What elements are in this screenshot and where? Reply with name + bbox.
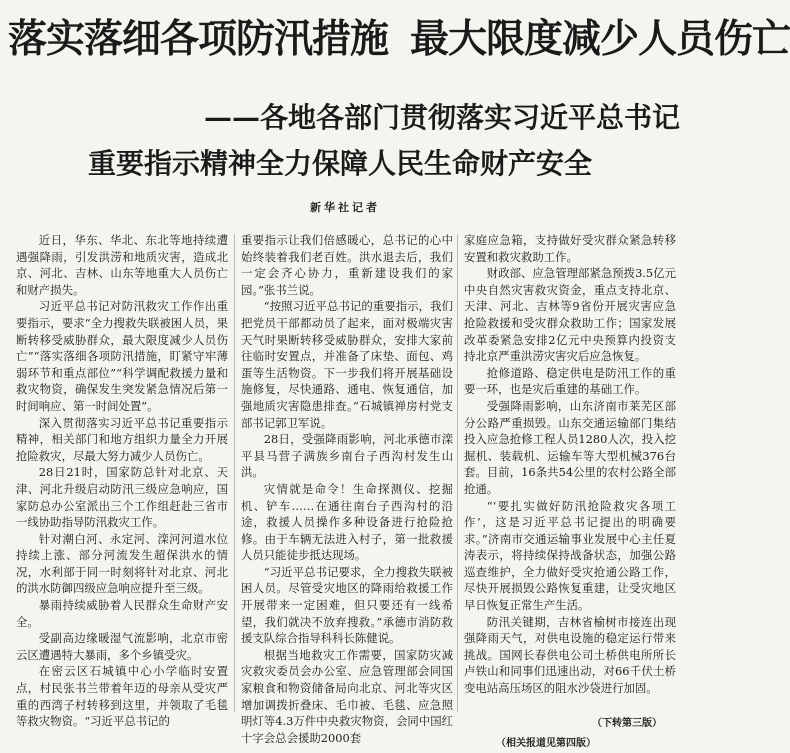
article-column-2 xyxy=(241,232,453,745)
paragraph: 28日，受强降雨影响，河北承德市滦平县马营子满族乡南台子西沟村发生山洪。 xyxy=(241,432,453,480)
paragraph: 28日21时，国家防总针对北京、天津、河北升级启动防汛三级应急响应，国家防总办公室派出三个工作组赶赴三省市一线协助指导防汛救灾工作。 xyxy=(16,465,228,530)
byline: 新华社记者 xyxy=(310,201,380,214)
paragraph: 家庭应急箱，支持做好受灾群众紧急转移安置和救灾救助工作。 xyxy=(464,233,676,264)
paragraph: 抢修道路、稳定供电是防汛工作的重要一环，也是灾后重建的基础工作。 xyxy=(464,365,676,397)
paragraph: 近日，华东、华北、东北等地持续遭遇强降雨，引发洪涝和地质灾害，造成北京、河北、吉林、山东等地重大人员伤亡和财产损失。 xyxy=(16,233,228,297)
continuation-note[interactable]: （下转第三版） xyxy=(592,718,662,729)
paragraph: 深入贯彻落实习近平总书记重要指示精神，相关部门和地方组织力量全力开展抢险救灾，尽最大努力减少人员伤亡。 xyxy=(16,415,228,463)
column-divider xyxy=(234,234,235,712)
subheadline-line-1: ——各地各部门贯彻落实习近平总书记 xyxy=(203,101,680,134)
article-column-1 xyxy=(16,232,228,729)
paragraph: “‘要扎实做好防汛抢险救灾各项工作’，这是习近平总书记提出的明确要求。”济南市交通运输事业发展中心主任夏涛表示，将持续保持战备状态，加强公路巡查维护，全力做好受灾抢通公路工作，尽快开展损毁公路恢复重建，让受灾地区早日恢复正常生产生活。 xyxy=(464,498,676,613)
paragraph: 习近平总书记对防汛救灾工作作出重要指示，要求“全力搜救失联被困人员，果断转移受威胁群众，最大限度减少人员伤亡”“落实落细各项防汛措施，盯紧守牢薄弱环节和重点部位”“科学调配救援力量和救灾物资，确保发生突发紧急情况后第一时间响应、第一时间处置”。 xyxy=(16,299,228,413)
paragraph: 受强降雨影响，山东济南市莱芜区部分公路严重损毁。山东交通运输部门集结投入应急抢修工程人员1280人次，投入挖掘机、装载机、运输车等大型机械376台套。目前，16条共54公里的农村公路全部抢通。 xyxy=(464,398,676,496)
paragraph: 针对潮白河、永定河、滦河河道水位持续上涨、部分河流发生超保洪水的情况，水利部于同一时刻将针对北京、河北的洪水防御四级应急响应提升至三级。 xyxy=(16,531,228,596)
paragraph: 受副高边缘暖湿气流影响，北京市密云区遭遇特大暴雨，多个乡镇受灾。 xyxy=(16,631,228,662)
paragraph: 暴雨持续威胁着人民群众生命财产安全。 xyxy=(16,598,228,629)
subheadline-line-2: 重要指示精神全力保障人民生命财产安全 xyxy=(87,147,592,180)
paragraph: 在密云区石城镇中心小学临时安置点，村民张书兰带着年迈的母亲从受灾严重的西湾子村转移到这里，并领取了毛毯等救灾物资。“习近平总书记的 xyxy=(16,664,228,729)
paragraph: 根据当地救灾工作需要，国家防灾减灾救灾委员会办公室、应急管理部会同国家粮食和物资储备局向北京、河北等灾区增加调拨折叠床、毛巾被、毛毯、应急照明灯等4.3万件中央救灾物资，会同中国红十字会总会援助2000套 xyxy=(241,647,453,745)
paragraph: 重要指示让我们倍感暖心，总书记的心中始终装着我们老百姓。洪水退去后，我们一定会齐心协力，重新建设我们的家园。”张书兰说。 xyxy=(241,233,453,297)
headline xyxy=(8,16,790,64)
related-reports-note[interactable]: （相关报道见第四版） xyxy=(496,738,596,749)
headline-part-2: 最大限度减少人员伤亡 xyxy=(410,17,790,62)
headline-part-1: 落实落细各项防汛措施 xyxy=(8,17,389,62)
column-divider xyxy=(457,234,458,712)
paragraph: 灾情就是命令！生命探测仪、挖掘机、铲车……在通往南台子西沟村的沿途，救援人员操作多种设备进行抢险抢修。由于车辆无法进入村子，第一批救援人员只能徒步抵达现场。 xyxy=(241,481,453,563)
paragraph: 财政部、应急管理部紧急预拨3.5亿元中央自然灾害救灾资金，重点支持北京、天津、河北、吉林等9省份开展灾害应急抢险救援和受灾群众救助工作；国家发展改革委紧急安排2亿元中央预算内投资支持北京严重洪涝灾害灾后应急恢复。 xyxy=(464,266,676,364)
paragraph: “按照习近平总书记的重要指示，我们把党员干部都动员了起来，面对极端灾害天气时果断转移受威胁群众，安排大家前往临时安置点，并准备了床垫、面包、鸡蛋等生活物资。下一步我们将开展基础设施修复，尽快通路、通电、恢复通信，加强地质灾害隐患排查。”石城镇禅房村党支部书记郭卫军说。 xyxy=(241,299,453,430)
paragraph: 防汛关键期，吉林省榆树市接连出现强降雨天气，对供电设施的稳定运行带来挑战。国网长春供电公司土桥供电所所长卢铁山和同事们迅速出动，对66千伏土桥变电站高压场区的阻水沙袋进行加固。 xyxy=(464,614,676,696)
article-column-3 xyxy=(464,232,676,712)
paragraph: “习近平总书记要求，全力搜救失联被困人员。尽管受灾地区的降雨给救援工作开展带来一定困难，但只要还有一线希望，我们就决不放弃搜救。”承德市消防救援支队综合指导科科长陈健说。 xyxy=(241,564,453,646)
